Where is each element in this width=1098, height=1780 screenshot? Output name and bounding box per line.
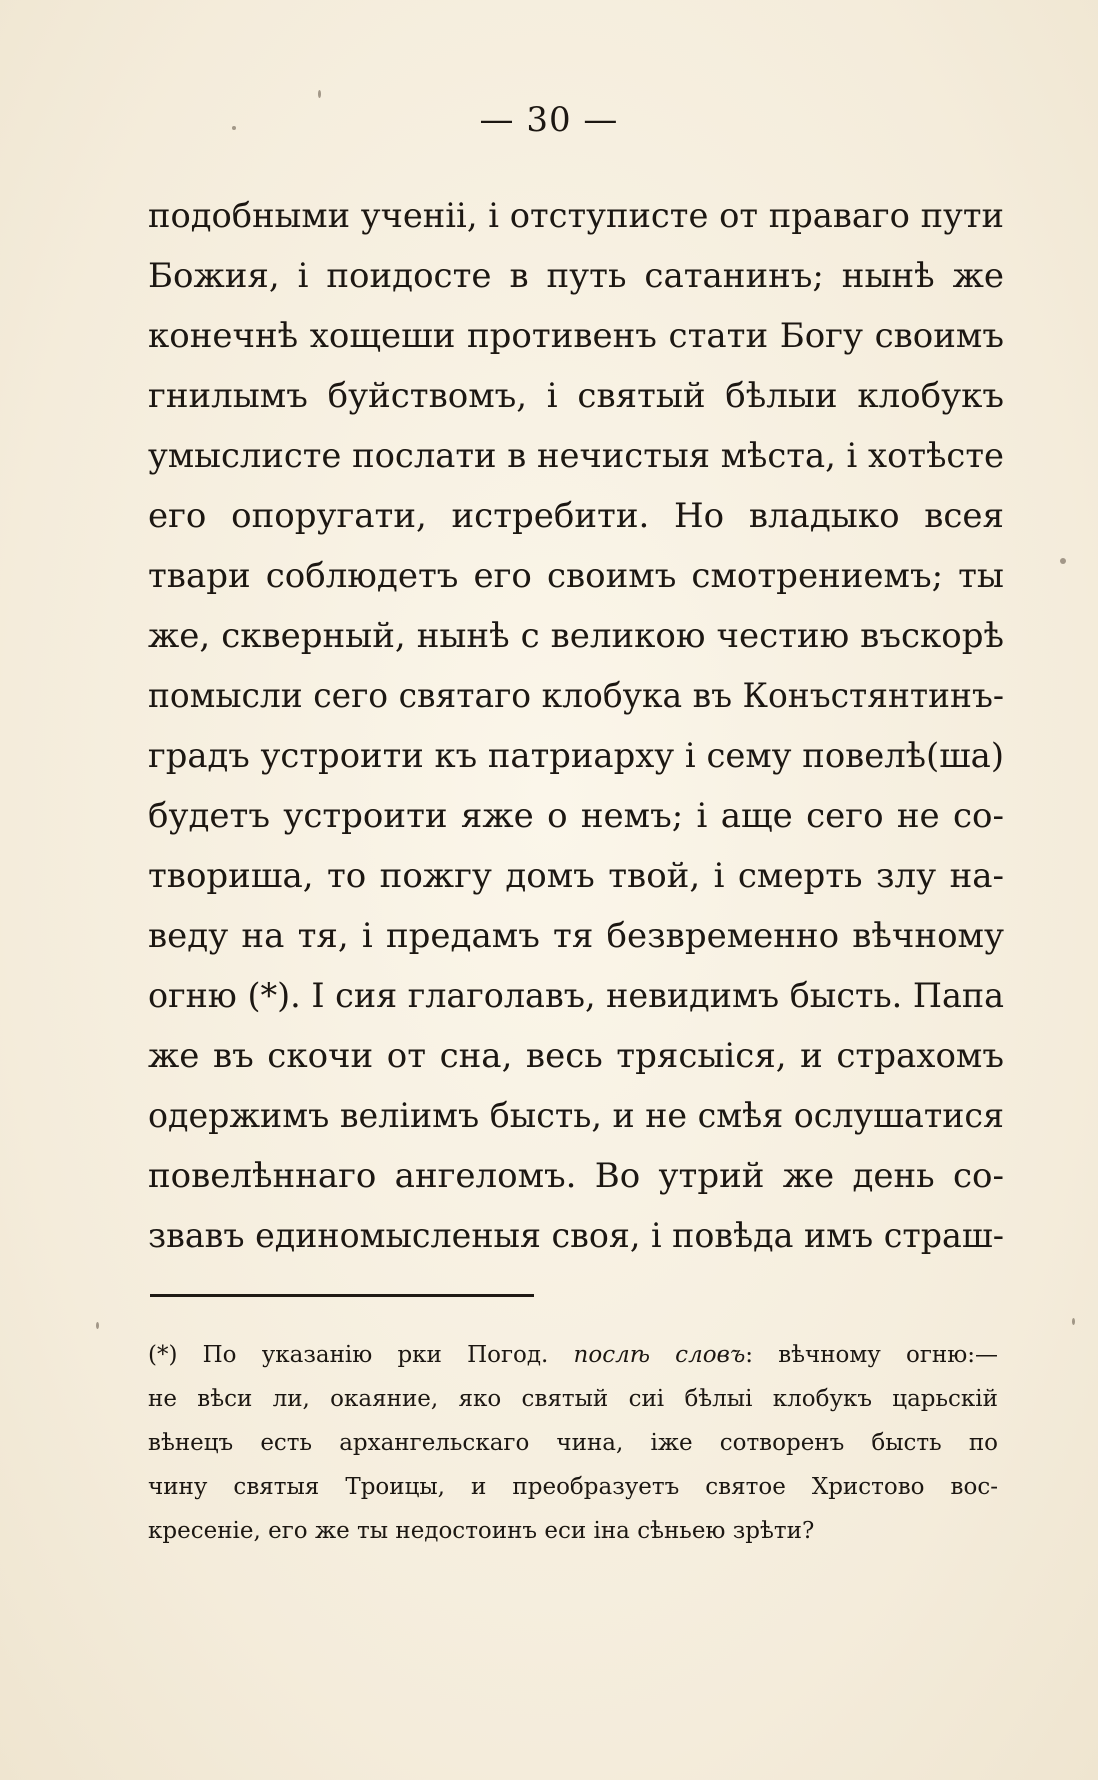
footnote-tail: : вѣчному огню:— bbox=[745, 1342, 999, 1368]
text-line: огню (*). І сия глаголавъ, невидимъ бысть. Папа bbox=[148, 976, 1004, 1016]
text-line: веду на тя, і предамъ тя безвременно вѣчному bbox=[148, 916, 1004, 956]
text-line: твари соблюдетъ его своимъ смотрениемъ; ты bbox=[148, 556, 1004, 596]
paper-speck bbox=[232, 126, 236, 130]
footnote-line bbox=[148, 1333, 998, 1377]
paper-speck bbox=[1072, 1318, 1075, 1325]
text-line: градъ устроити къ патриарху і сему повелѣ(ша) bbox=[148, 736, 1004, 776]
text-line: будетъ устроити яже о немъ; і аще сего не со- bbox=[148, 796, 1004, 836]
body-text bbox=[148, 186, 1004, 1266]
text-line: же въ скочи от сна, весь трясыіся, и страхомъ bbox=[148, 1036, 1004, 1076]
text-line: конечнѣ хощеши противенъ стати Богу своимъ bbox=[148, 316, 1004, 356]
footnote-line: не вѣси ли, окаяние, яко святый сиі бѣлыі клобукъ царьскій bbox=[148, 1386, 998, 1412]
footnote-lead: (*) По указанію рки Погод. bbox=[148, 1342, 549, 1368]
text-line: его опоругати, истребити. Но владыко всея bbox=[148, 496, 1004, 536]
text-line: твориша, то пожгу домъ твой, і смерть злу на- bbox=[148, 856, 1004, 896]
paper-speck bbox=[1060, 558, 1066, 564]
footnote-line: чину святыя Троицы, и преобразуетъ святое Христово вос- bbox=[148, 1474, 998, 1500]
footnote-separator bbox=[150, 1294, 534, 1297]
text-line: Божия, і поидосте в путь сатанинъ; нынѣ же bbox=[148, 256, 1004, 296]
text-line: гнилымъ буйствомъ, і святый бѣлыи клобукъ bbox=[148, 376, 1004, 416]
text-line: звавъ единомысленыя своя, і повѣда имъ страш- bbox=[148, 1216, 1004, 1256]
text-line: помысли сего святаго клобука въ Конъстянтинъ- bbox=[148, 676, 1004, 716]
footnote-italic: послѣ словъ bbox=[573, 1342, 746, 1368]
text-line: умыслисте послати в нечистыя мѣста, і хотѣсте bbox=[148, 436, 1004, 476]
footnote-line: кресеніе, его же ты недостоинъ еси іна сѣньею зрѣти? bbox=[148, 1518, 815, 1544]
paper-speck bbox=[318, 90, 321, 98]
footnote bbox=[148, 1333, 998, 1553]
paper-speck bbox=[96, 1322, 99, 1329]
footnote-line: вѣнецъ есть архангельскаго чина, іже сотворенъ бысть по bbox=[148, 1430, 998, 1456]
text-line: же, скверный, нынѣ с великою честию въскорѣ bbox=[148, 616, 1004, 656]
text-line: подобными ученiі, і отступисте от праваго пути bbox=[148, 196, 1004, 236]
text-line: одержимъ веліимъ бысть, и не смѣя ослушатися bbox=[148, 1096, 1004, 1136]
page-number: — 30 — bbox=[479, 100, 619, 140]
text-line: повелѣннаго ангеломъ. Во утрий же день со- bbox=[148, 1156, 1004, 1196]
